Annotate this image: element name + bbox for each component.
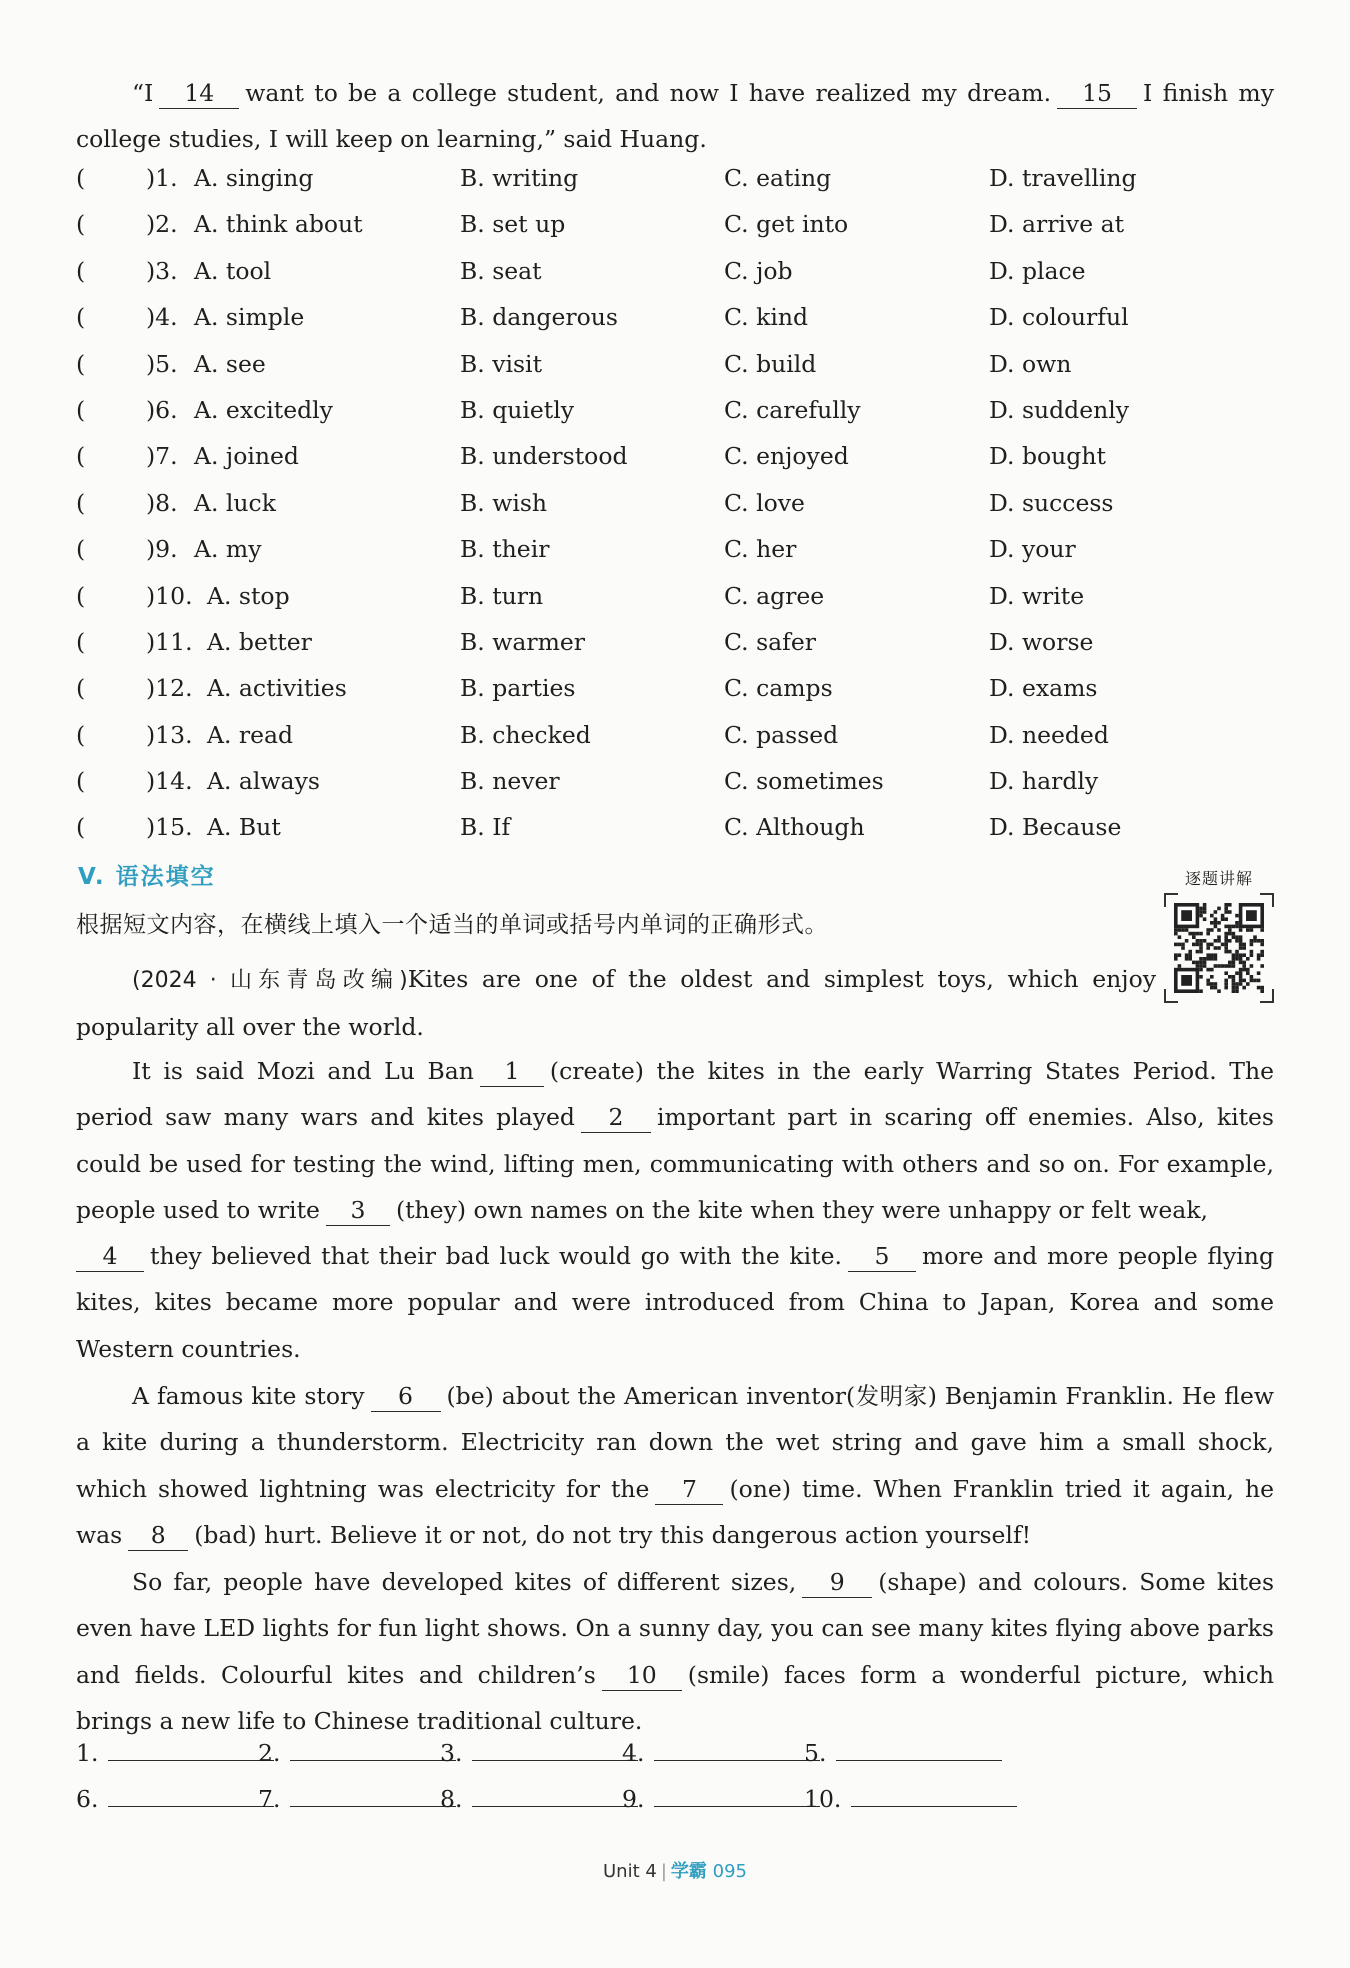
- option-a[interactable]: A. read: [207, 720, 294, 749]
- option-c[interactable]: C. her: [724, 535, 797, 564]
- question-row: [76, 674, 1274, 720]
- answer-paren[interactable]: (: [76, 627, 86, 656]
- passage-text: “I: [132, 79, 154, 107]
- option-b[interactable]: B. visit: [460, 349, 543, 378]
- option-d[interactable]: D. success: [989, 488, 1114, 517]
- option-c[interactable]: C. passed: [724, 720, 839, 749]
- qr-code-block[interactable]: [1160, 866, 1278, 1003]
- passage-text: A famous kite story: [132, 1382, 365, 1410]
- grammar-paragraph-3: [76, 1559, 1274, 1744]
- passage-text: (bad) hurt. Believe it or not, do not try this dangerous action yourself!: [194, 1520, 1032, 1549]
- option-d[interactable]: D. Because: [989, 813, 1122, 842]
- answer-slot: [804, 1736, 1002, 1767]
- option-d[interactable]: D. write: [989, 581, 1085, 610]
- grammar-paragraph-2: [76, 1373, 1274, 1558]
- answer-slot: [258, 1782, 456, 1813]
- option-c[interactable]: C. sometimes: [724, 767, 884, 796]
- intro-text: Kites are one of the oldest and simplest toys, which enjoy popularity all over the world.: [76, 965, 1156, 1042]
- answer-slot: [804, 1782, 1017, 1813]
- question-number: )4.: [146, 303, 178, 332]
- blank-9[interactable]: 9: [802, 1567, 872, 1598]
- footer-brand: 学霸: [670, 1861, 707, 1882]
- answer-paren[interactable]: (: [76, 210, 86, 239]
- answer-input-line[interactable]: [472, 1782, 638, 1807]
- answer-input-line[interactable]: [836, 1736, 1002, 1761]
- passage-text: they believed that their bad luck would go with the kite.: [150, 1242, 842, 1271]
- question-number: )3.: [146, 256, 178, 285]
- answer-input-line[interactable]: [851, 1782, 1017, 1807]
- question-number: )13.: [146, 720, 193, 749]
- grammar-paragraph-1: [76, 1048, 1274, 1372]
- option-b[interactable]: B. warmer: [460, 627, 585, 656]
- option-a[interactable]: A. activities: [207, 674, 347, 703]
- question-row: [76, 257, 1274, 303]
- blank-7[interactable]: 7: [655, 1474, 723, 1505]
- option-b[interactable]: B. parties: [460, 674, 576, 703]
- option-b[interactable]: B. checked: [460, 720, 591, 749]
- option-d[interactable]: D. your: [989, 535, 1076, 564]
- answer-row: [76, 1782, 1276, 1828]
- option-d[interactable]: D. hardly: [989, 767, 1099, 796]
- question-number: )12.: [146, 674, 193, 703]
- question-row: [76, 813, 1274, 859]
- blank-5[interactable]: 5: [848, 1241, 916, 1272]
- question-number: )2.: [146, 210, 178, 239]
- option-a[interactable]: A. see: [194, 349, 266, 378]
- option-c[interactable]: C. kind: [724, 303, 809, 332]
- passage-text: (one) time. When Franklin tried it again, he was: [76, 1474, 1274, 1549]
- question-number: )8.: [146, 488, 178, 517]
- option-b[interactable]: B. If: [460, 813, 511, 842]
- answer-paren[interactable]: (: [76, 813, 86, 842]
- question-row: [76, 489, 1274, 535]
- option-d[interactable]: D. worse: [989, 627, 1094, 656]
- blank-1[interactable]: 1: [480, 1056, 544, 1087]
- option-a[interactable]: A. joined: [194, 442, 299, 471]
- answer-input-line[interactable]: [654, 1736, 820, 1761]
- question-row: [76, 210, 1274, 256]
- previous-passage-end: [76, 70, 1274, 163]
- qr-label: 逐题讲解: [1184, 869, 1253, 888]
- question-row: [76, 582, 1274, 628]
- qr-code-icon[interactable]: [1164, 893, 1274, 1003]
- option-d[interactable]: D. place: [989, 256, 1086, 285]
- passage-text: important part in scaring off enemies. Also, kites could be used for testing the wind, lifting men, communicating with others and so on. For example, people used to write: [76, 1103, 1274, 1224]
- answer-slot: [440, 1736, 638, 1767]
- blank-4[interactable]: 4: [76, 1241, 144, 1272]
- option-c[interactable]: C. get into: [724, 210, 849, 239]
- option-b[interactable]: B. set up: [460, 210, 566, 239]
- passage-text: I finish my college studies, I will keep on learning,” said Huang.: [76, 79, 1274, 154]
- answer-lines: [76, 1736, 1276, 1828]
- question-number: )11.: [146, 627, 193, 656]
- answer-label: 8.: [440, 1785, 463, 1813]
- answer-label: 7.: [258, 1785, 281, 1813]
- option-d[interactable]: D. bought: [989, 442, 1106, 471]
- answer-paren[interactable]: (: [76, 349, 86, 378]
- option-a[interactable]: A. stop: [207, 581, 290, 610]
- option-a[interactable]: A. think about: [194, 210, 363, 239]
- answer-label: 9.: [622, 1785, 645, 1813]
- answer-label: 2.: [258, 1739, 281, 1767]
- option-b[interactable]: B. wish: [460, 488, 548, 517]
- option-b[interactable]: B. quietly: [460, 395, 575, 424]
- question-row: [76, 535, 1274, 581]
- answer-input-line[interactable]: [290, 1782, 456, 1807]
- option-c[interactable]: C. Although: [724, 813, 865, 842]
- option-b[interactable]: B. seat: [460, 256, 542, 285]
- footer-unit: Unit 4: [603, 1861, 657, 1882]
- passage-text: want to be a college student, and now I have realized my dream.: [245, 79, 1052, 107]
- blank-2[interactable]: 2: [581, 1102, 651, 1133]
- answer-input-line[interactable]: [290, 1736, 456, 1761]
- option-d[interactable]: D. colourful: [989, 303, 1129, 332]
- grammar-intro: [76, 956, 1156, 1051]
- option-d[interactable]: D. travelling: [989, 164, 1137, 192]
- answer-paren[interactable]: (: [76, 581, 86, 610]
- answer-row: [76, 1736, 1276, 1782]
- option-a[interactable]: A. better: [207, 627, 312, 656]
- page-number: 095: [712, 1861, 747, 1882]
- answer-paren[interactable]: (: [76, 720, 86, 749]
- option-b[interactable]: B. dangerous: [460, 303, 618, 332]
- option-d[interactable]: D. exams: [989, 674, 1098, 703]
- section-instruction: 根据短文内容，在横线上填入一个适当的单词或括号内单词的正确形式。: [76, 912, 828, 938]
- answer-slot: [622, 1736, 820, 1767]
- answer-input-line[interactable]: [108, 1782, 274, 1807]
- option-c[interactable]: C. camps: [724, 674, 833, 703]
- question-number: )1.: [146, 164, 178, 192]
- section-heading: V. 语法填空: [78, 864, 216, 890]
- question-number: )9.: [146, 535, 178, 564]
- answer-label: 4.: [622, 1739, 645, 1767]
- option-b[interactable]: B. never: [460, 767, 560, 796]
- answer-slot: [76, 1782, 274, 1813]
- question-number: )15.: [146, 813, 193, 842]
- option-a[interactable]: A. simple: [194, 303, 305, 332]
- answer-input-line[interactable]: [654, 1782, 820, 1807]
- option-a[interactable]: A. my: [194, 535, 262, 564]
- question-number: )5.: [146, 349, 178, 378]
- option-c[interactable]: C. enjoyed: [724, 442, 849, 471]
- answer-paren[interactable]: (: [76, 767, 86, 796]
- question-number: )10.: [146, 581, 193, 610]
- passage-text: (create) the kites in the early Warring States Period. The period saw many wars and kites played: [76, 1057, 1274, 1132]
- answer-label: 1.: [76, 1739, 99, 1767]
- option-d[interactable]: D. needed: [989, 720, 1109, 749]
- option-b[interactable]: B. turn: [460, 581, 544, 610]
- question-row: [76, 767, 1274, 813]
- answer-paren[interactable]: (: [76, 674, 86, 703]
- option-a[interactable]: A. tool: [194, 256, 272, 285]
- option-c[interactable]: C. carefully: [724, 395, 861, 424]
- answer-paren[interactable]: (: [76, 303, 86, 332]
- answer-slot: [622, 1782, 820, 1813]
- blank-14[interactable]: 14: [159, 78, 239, 109]
- option-b[interactable]: B. writing: [460, 164, 579, 192]
- passage-text: more and more people flying kites, kites became more popular and were introduced from China to Japan, Korea and some Western countries.: [76, 1242, 1274, 1363]
- answer-paren[interactable]: (: [76, 164, 86, 192]
- option-c[interactable]: C. agree: [724, 581, 825, 610]
- blank-8[interactable]: 8: [128, 1520, 188, 1551]
- option-c[interactable]: C. eating: [724, 164, 832, 192]
- question-row: [76, 303, 1274, 349]
- answer-slot: [440, 1782, 638, 1813]
- question-number: )7.: [146, 442, 178, 471]
- blank-6[interactable]: 6: [371, 1381, 441, 1412]
- answer-label: 3.: [440, 1739, 463, 1767]
- passage-text: It is said Mozi and Lu Ban: [132, 1057, 474, 1085]
- question-row: [76, 350, 1274, 396]
- answer-input-line[interactable]: [108, 1736, 274, 1761]
- answer-slot: [258, 1736, 456, 1767]
- option-c[interactable]: C. safer: [724, 627, 816, 656]
- answer-label: 5.: [804, 1739, 827, 1767]
- answer-input-line[interactable]: [472, 1736, 638, 1761]
- passage-text: (shape) and colours. Some kites even have LED lights for fun light shows. On a sunny day, you can see many kites flying above parks and fields. Colourful kites and children’s: [76, 1568, 1275, 1689]
- footer-separator: |: [660, 1861, 667, 1882]
- blank-10[interactable]: 10: [602, 1660, 682, 1691]
- passage-text: (smile) faces form a wonderful picture, which brings a new life to Chinese traditional culture.: [76, 1660, 1274, 1735]
- blank-3[interactable]: 3: [326, 1195, 390, 1226]
- answer-paren[interactable]: (: [76, 535, 86, 564]
- option-a[interactable]: A. always: [207, 767, 320, 796]
- answer-label: 6.: [76, 1785, 99, 1813]
- option-d[interactable]: D. own: [989, 349, 1072, 378]
- passage-text: (be) about the American inventor(发明家) Benjamin Franklin. He flew a kite during a thunderstorm. Electricity ran down the wet string and gave him a small shock, which showed lightning was electricity for the: [76, 1382, 1274, 1503]
- choice-options-table: [76, 164, 1274, 860]
- option-c[interactable]: C. job: [724, 256, 793, 285]
- answer-paren[interactable]: (: [76, 256, 86, 285]
- source-note: (2024 · 山东青岛改编): [132, 968, 408, 993]
- option-d[interactable]: D. suddenly: [989, 395, 1130, 424]
- option-d[interactable]: D. arrive at: [989, 210, 1125, 239]
- question-row: [76, 164, 1274, 210]
- option-c[interactable]: C. love: [724, 488, 805, 517]
- answer-paren[interactable]: (: [76, 442, 86, 471]
- option-b[interactable]: B. understood: [460, 442, 628, 471]
- passage-text: So far, people have developed kites of different sizes,: [132, 1568, 797, 1596]
- option-b[interactable]: B. their: [460, 535, 550, 564]
- page-footer: [0, 1857, 1350, 1883]
- blank-15[interactable]: 15: [1057, 78, 1137, 109]
- question-row: [76, 442, 1274, 488]
- option-a[interactable]: A. luck: [194, 488, 276, 517]
- answer-label: 10.: [804, 1785, 842, 1813]
- option-a[interactable]: A. excitedly: [194, 395, 333, 424]
- answer-paren[interactable]: (: [76, 488, 86, 517]
- option-c[interactable]: C. build: [724, 349, 817, 378]
- option-a[interactable]: A. But: [207, 813, 281, 842]
- question-row: [76, 721, 1274, 767]
- passage-text: (they) own names on the kite when they were unhappy or felt weak,: [395, 1195, 1209, 1224]
- answer-slot: [76, 1736, 274, 1767]
- question-number: )6.: [146, 395, 178, 424]
- answer-paren[interactable]: (: [76, 395, 86, 424]
- question-number: )14.: [146, 767, 193, 796]
- question-row: [76, 628, 1274, 674]
- option-a[interactable]: A. singing: [194, 164, 314, 192]
- question-row: [76, 396, 1274, 442]
